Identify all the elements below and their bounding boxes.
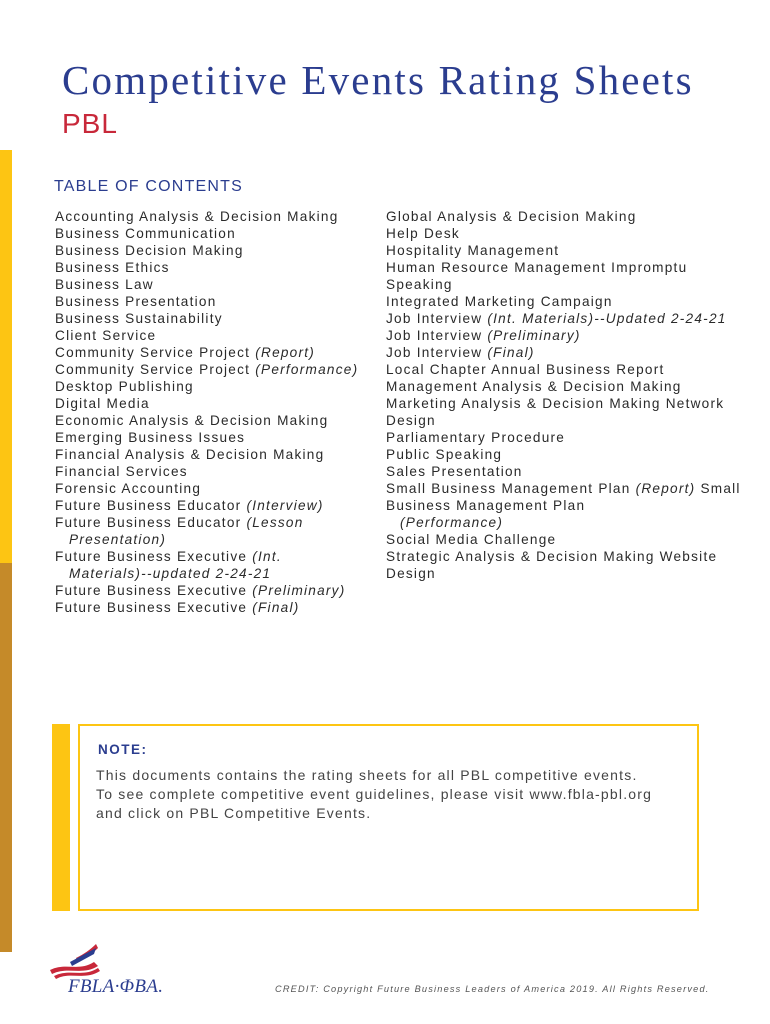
toc-item[interactable] [386,429,756,446]
toc-item-label: Business Management Plan [386,498,586,513]
toc-item[interactable] [55,599,375,616]
toc-item[interactable] [386,327,756,344]
toc-item[interactable] [55,395,375,412]
toc-item[interactable] [386,531,756,548]
toc-item-label: Emerging Business Issues [55,430,246,445]
toc-item[interactable] [386,344,756,361]
toc-item-label: Future Business Executive [55,600,253,615]
toc-item-qualifier: (Final) [252,600,300,615]
toc-item-label: Human Resource Management Impromptu [386,260,688,275]
toc-item-label: Future Business Executive [55,549,253,564]
toc-item-qualifier: Presentation) [69,532,167,547]
side-accent-bar-yellow [0,150,12,563]
toc-item[interactable] [386,463,756,480]
toc-item[interactable] [386,208,756,225]
toc-item[interactable] [55,548,375,565]
toc-item-label: Strategic Analysis & Decision Making Website [386,549,718,564]
toc-item[interactable] [55,208,375,225]
toc-item[interactable] [386,514,756,531]
toc-item-label: Job Interview [386,311,488,326]
toc-item-qualifier: Materials)--updated 2-24-21 [69,566,272,581]
toc-item[interactable] [55,582,375,599]
note-box [78,724,699,911]
toc-item[interactable] [55,327,375,344]
toc-item-qualifier: (Final) [487,345,535,360]
note-line: This documents contains the rating sheets for all PBL competitive events. [96,767,638,783]
toc-item[interactable] [55,514,375,531]
toc-item[interactable] [386,480,756,497]
toc-item-label: Job Interview [386,328,488,343]
toc-item-qualifier: (Interview) [246,498,324,513]
toc-item-qualifier: (Int. [252,549,282,564]
toc-item[interactable] [386,259,756,276]
toc-item-label: Design [386,566,436,581]
toc-item-label: Management Analysis & Decision Making [386,379,682,394]
toc-item-label: Accounting Analysis & Decision Making [55,209,339,224]
toc-item[interactable] [386,361,756,378]
toc-item[interactable] [386,225,756,242]
toc-item-label: Local Chapter Annual Business Report [386,362,665,377]
footer-credit: CREDIT: Copyright Future Business Leaders of America 2019. All Rights Reserved. [275,984,710,994]
toc-item-label: Small Business Management Plan [386,481,636,496]
toc-item[interactable] [55,361,375,378]
toc-item-qualifier: (Performance) [255,362,359,377]
toc-item-label: Public Speaking [386,447,503,462]
toc-item-label: Business Presentation [55,294,217,309]
toc-item[interactable] [386,446,756,463]
toc-item-label: Global Analysis & Decision Making [386,209,637,224]
toc-item-label: Financial Analysis & Decision Making [55,447,325,462]
page-title: Competitive Events Rating Sheets [62,57,694,103]
fbla-logo-text: FBLA·ΦBA. [68,976,164,997]
toc-item-label: Desktop Publishing [55,379,194,394]
note-accent-bar [52,724,70,911]
toc-item[interactable] [55,225,375,242]
toc-item[interactable] [55,446,375,463]
toc-item[interactable] [386,293,756,310]
toc-item-qualifier: (Report) [635,481,696,496]
toc-item[interactable] [386,497,756,514]
toc-item[interactable] [386,412,756,429]
toc-item-label: Future Business Educator [55,498,247,513]
toc-item[interactable] [55,497,375,514]
toc-item-label: Future Business Educator [55,515,247,530]
toc-item-label: Parliamentary Procedure [386,430,566,445]
note-label: NOTE: [98,742,148,757]
note-text [96,766,652,823]
toc-item[interactable] [55,242,375,259]
toc-item-label: Business Ethics [55,260,170,275]
toc-item-qualifier: (Preliminary) [252,583,346,598]
toc-item[interactable] [55,310,375,327]
toc-item-label: Future Business Executive [55,583,253,598]
toc-item-qualifier: (Lesson [246,515,304,530]
toc-item-label: Job Interview [386,345,488,360]
toc-item[interactable] [386,395,756,412]
toc-item-label: Business Decision Making [55,243,244,258]
toc-item-qualifier: (Preliminary) [487,328,581,343]
toc-item[interactable] [55,480,375,497]
toc-item[interactable] [55,344,375,361]
toc-item-label: Integrated Marketing Campaign [386,294,613,309]
toc-item[interactable] [55,293,375,310]
side-accent-bar-gold [0,563,12,952]
toc-item-label: Community Service Project [55,345,256,360]
toc-left-column [55,208,375,616]
toc-item-label: Client Service [55,328,157,343]
toc-item[interactable] [386,565,756,582]
toc-item[interactable] [55,259,375,276]
toc-item-label: Business Law [55,277,154,292]
toc-item-label: Design [386,413,436,428]
toc-item-label: Digital Media [55,396,150,411]
toc-item-qualifier: (Performance) [400,515,504,530]
toc-item[interactable] [386,242,756,259]
toc-item-label: Business Communication [55,226,236,241]
toc-right-column [386,208,756,582]
toc-item[interactable] [55,276,375,293]
toc-item[interactable] [55,565,375,582]
toc-item[interactable] [55,531,375,548]
toc-item[interactable] [55,378,375,395]
toc-item[interactable] [55,463,375,480]
toc-item-label: Forensic Accounting [55,481,202,496]
toc-item-label: Sales Presentation [386,464,523,479]
toc-item-label: Hospitality Management [386,243,560,258]
toc-item-continuation: Small [695,481,741,496]
toc-item-label: Economic Analysis & Decision Making [55,413,329,428]
toc-item-label: Community Service Project [55,362,256,377]
toc-item-label: Speaking [386,277,453,292]
toc-item-label: Help Desk [386,226,460,241]
toc-item-label: Financial Services [55,464,188,479]
toc-heading: TABLE OF CONTENTS [54,178,244,195]
toc-item-label: Social Media Challenge [386,532,557,547]
toc-item-qualifier: (Int. Materials)--Updated 2-24-21 [487,311,727,326]
note-line: and click on PBL Competitive Events. [96,805,372,821]
toc-item-label: Marketing Analysis & Decision Making Network [386,396,725,411]
toc-item[interactable] [386,548,756,565]
toc-item-qualifier: (Report) [255,345,316,360]
toc-item[interactable] [386,378,756,395]
page-subtitle: PBL [62,108,118,139]
note-line: To see complete competitive event guidelines, please visit www.fbla-pbl.org [96,786,653,802]
toc-item[interactable] [386,276,756,293]
toc-item[interactable] [55,412,375,429]
toc-item[interactable] [55,429,375,446]
toc-item-label: Business Sustainability [55,311,223,326]
toc-item[interactable] [386,310,756,327]
